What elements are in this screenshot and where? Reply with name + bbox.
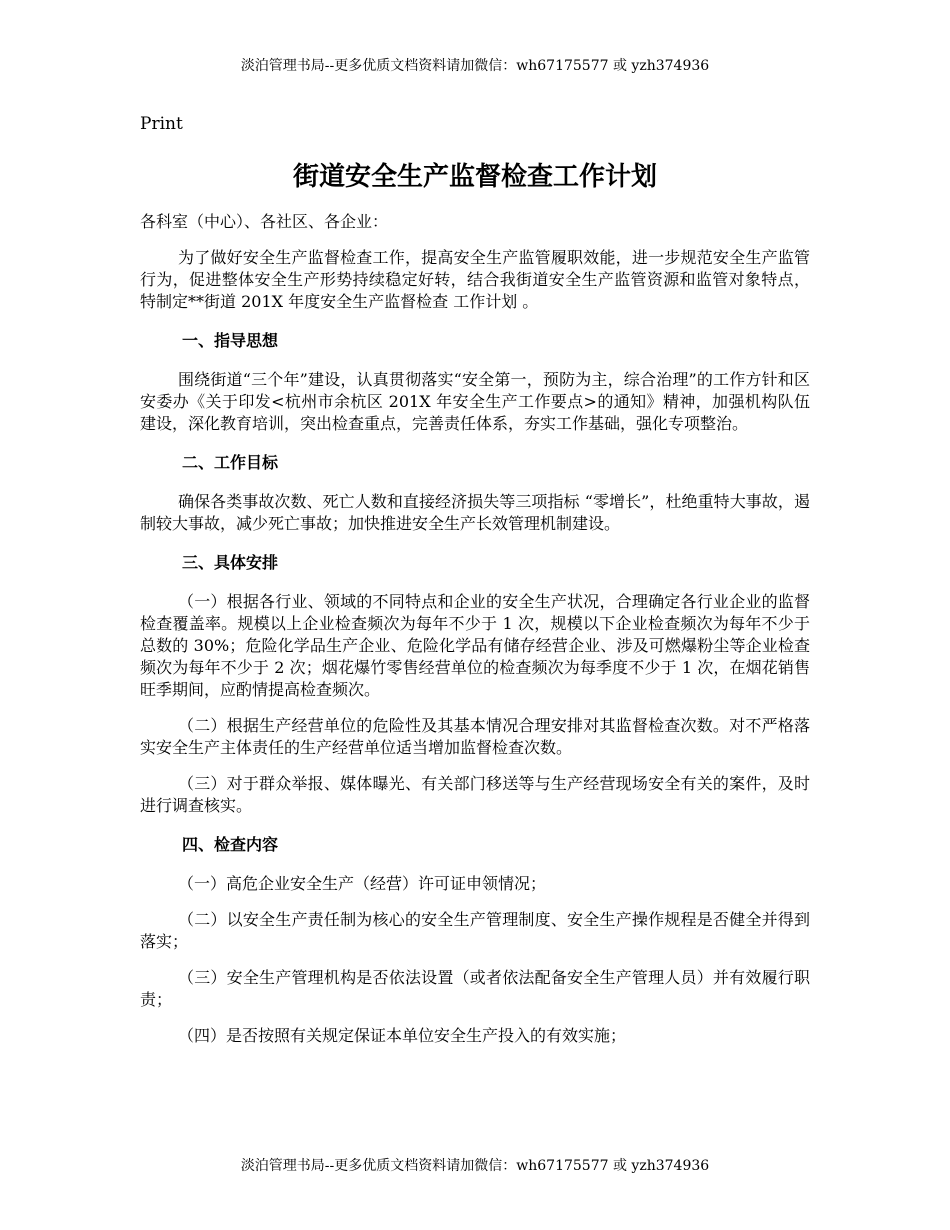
section-paragraph: 围绕街道“三个年”建设，认真贯彻落实“安全第一，预防为主，综合治理”的工作方针和区安委办《关于印发<杭州市余杭区 201X 年安全生产工作要点>的通知》精神，加强机构队伍建设，深化教育培训，突出检查重点，完善责任体系，夯实工作基础，强化专项整治。 bbox=[140, 370, 810, 433]
section-heading: 二、工作目标 bbox=[182, 453, 279, 472]
section-paragraph: 确保各类事故次数、死亡人数和直接经济损失等三项指标 “零增长”，杜绝重特大事故，遏制较大事故，减少死亡事故；加快推进安全生产长效管理机制建设。 bbox=[140, 492, 810, 533]
section-heading: 一、指导思想 bbox=[182, 331, 279, 350]
page-footer: 淡泊管理书局--更多优质文档资料请加微信：wh67175577 或 yzh374936 bbox=[240, 1158, 710, 1174]
section-paragraph: （三）对于群众举报、媒体曝光、有关部门移送等与生产经营现场安全有关的案件，及时进行调查核实。 bbox=[140, 774, 810, 815]
page-header: 淡泊管理书局--更多优质文档资料请加微信：wh67175577 或 yzh374936 bbox=[240, 58, 710, 74]
print-label: Print bbox=[140, 114, 183, 134]
section-specific-arrangements bbox=[140, 552, 810, 817]
salutation: 各科室（中心）、各社区、各企业： bbox=[140, 212, 389, 231]
intro-paragraph: 为了做好安全生产监督检查工作，提高安全生产监管履职效能，进一步规范安全生产监管行为，促进整体安全生产形势持续稳定好转，结合我街道安全生产监管资源和监管对象特点，特制定**街道 201X 年度安全生产监督检查 工作计划 。 bbox=[140, 248, 810, 311]
section-paragraph: （二）根据生产经营单位的危险性及其基本情况合理安排对其监督检查次数。对不严格落实安全生产主体责任的生产经营单位适当增加监督检查次数。 bbox=[140, 716, 810, 757]
section-paragraph: （三）安全生产管理机构是否依法设置（或者依法配备安全生产管理人员）并有效履行职责； bbox=[140, 968, 810, 1009]
section-paragraph: （二）以安全生产责任制为核心的安全生产管理制度、安全生产操作规程是否健全并得到落实； bbox=[140, 910, 810, 951]
section-inspection-content bbox=[140, 834, 810, 1047]
section-guiding-ideology bbox=[140, 330, 810, 435]
section-work-goals bbox=[140, 452, 810, 535]
section-heading: 三、具体安排 bbox=[182, 553, 279, 572]
document-body bbox=[140, 160, 810, 1047]
document-title: 街道安全生产监督检查工作计划 bbox=[292, 162, 657, 192]
section-paragraph: （四）是否按照有关规定保证本单位安全生产投入的有效实施； bbox=[178, 1026, 627, 1045]
section-heading: 四、检查内容 bbox=[182, 835, 279, 854]
section-paragraph: （一）根据各行业、领域的不同特点和企业的安全生产状况，合理确定各行业企业的监督检查覆盖率。规模以上企业检查频次为每年不少于 1 次，规模以下企业检查频次为每年不少于总数的 30%；危险化学品生产企业、危险化学品有储存经营企业、涉及可燃爆粉尘等企业检查频次为每年不少于 2 次；烟花爆竹零售经营单位的检查频次为每季度不少于 1 次，在烟花销售旺季期间，应酌情提高检查频次。 bbox=[140, 592, 810, 699]
section-paragraph: （一）高危企业安全生产（经营）许可证申领情况； bbox=[178, 874, 547, 893]
